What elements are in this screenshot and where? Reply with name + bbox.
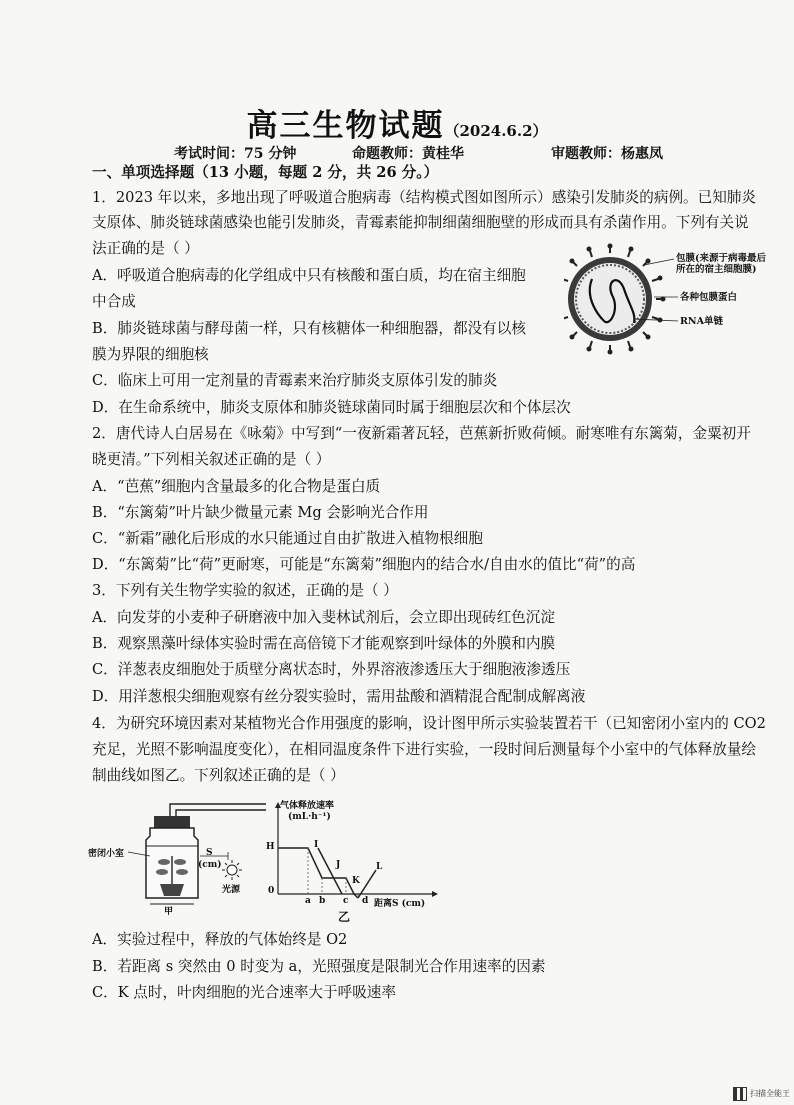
gas-release-graph xyxy=(262,798,442,928)
exam-time: 考试时间：75 分钟 xyxy=(174,146,297,162)
q2-option-a: A．“芭蕉”细胞内含量最多的化合物是蛋白质 xyxy=(92,478,381,495)
y-axis-label-line1: 气体释放速率 xyxy=(280,801,335,811)
q4-option-c: C．K 点时，叶肉细胞的光合速率大于呼吸速率 xyxy=(92,984,396,1001)
envelope-label-line2: 所在的宿主细胞膜) xyxy=(676,264,757,275)
light-source-label: 光源 xyxy=(222,885,241,895)
q1-stem-line3: 法正确的是（ ） xyxy=(92,240,199,257)
y-axis-label-line2: (mL·h⁻¹) xyxy=(288,812,331,822)
scanner-watermark xyxy=(733,1087,790,1101)
origin-label: 0 xyxy=(268,886,275,896)
q2-stem-line1: 2．唐代诗人白居易在《咏菊》中写到“一夜新霜著瓦轻，芭蕉新折败荷倾。耐寒唯有东篱菊，金粟初开 xyxy=(92,425,751,442)
page-title xyxy=(0,100,794,145)
tick-b: b xyxy=(319,896,326,906)
title-text: 高三生物试题 xyxy=(246,108,445,144)
q3-option-d: D．用洋葱根尖细胞观察有丝分裂实验时，需用盐酸和酒精混合配制成解离液 xyxy=(92,688,586,705)
envelope-label-line1: 包膜(来源于病毒最后 xyxy=(676,253,766,264)
q4-stem-line3: 制曲线如图乙。下列叙述正确的是（ ） xyxy=(92,767,345,784)
h-label: H xyxy=(266,842,275,852)
exam-date: （2024.6.2） xyxy=(444,122,548,140)
distance-s-label: S xyxy=(206,848,213,858)
experiment-apparatus-figure xyxy=(88,800,270,928)
rna-label: RNA单链 xyxy=(680,316,723,327)
qr-code-icon xyxy=(733,1087,747,1101)
tick-a: a xyxy=(305,896,311,906)
q3-stem: 3．下列有关生物学实验的叙述，正确的是（ ） xyxy=(92,582,398,599)
q1-option-c: C．临床上可用一定剂量的青霉素来治疗肺炎支原体引发的肺炎 xyxy=(92,372,498,389)
q2-option-d: D．“东篱菊”比“荷”更耐寒，可能是“东篱菊”细胞内的结合水/自由水的值比“荷”的高 xyxy=(92,556,636,573)
distance-unit-label: (cm) xyxy=(198,860,222,870)
q1-stem-line1: 1．2023 年以来，多地出现了呼吸道合胞病毒（结构模式图如图所示）感染引发肺炎的病例。已知肺炎 xyxy=(92,189,757,206)
q3-option-b: B．观察黑藻叶绿体实验时需在高倍镜下才能观察到叶绿体的外膜和内膜 xyxy=(92,635,556,652)
q1-option-b-line1: B．肺炎链球菌与酵母菌一样，只有核糖体一种细胞器，都没有以核 xyxy=(92,320,526,337)
q1-option-a-line1: A．呼吸道合胞病毒的化学组成中只有核酸和蛋白质，均在宿主细胞 xyxy=(92,267,526,284)
point-i-label: I xyxy=(314,840,319,850)
chamber-label: 密闭小室 xyxy=(88,849,125,859)
q1-option-b-line2: 膜为界限的细胞核 xyxy=(92,346,209,363)
q1-option-d: D．在生命系统中，肺炎支原体和肺炎链球菌同时属于细胞层次和个体层次 xyxy=(92,399,571,416)
q4-option-a: A．实验过程中，释放的气体始终是 O2 xyxy=(92,931,348,948)
point-j-label: J xyxy=(336,860,341,870)
apparatus-diagram xyxy=(98,800,270,928)
setter-teacher: 命题教师：黄桂华 xyxy=(352,146,464,162)
q1-stem-line2: 支原体、肺炎链球菌感染也能引发肺炎，青霉素能抑制细菌细胞壁的形成而具有杀菌作用。下列有关说 xyxy=(92,214,749,231)
tick-d: d xyxy=(362,896,369,906)
section-heading: 一、单项选择题（13 小题，每题 2 分，共 26 分。） xyxy=(92,164,439,181)
q3-option-c: C．洋葱表皮细胞处于质壁分离状态时，外界溶液渗透压大于细胞液渗透压 xyxy=(92,661,571,678)
q2-option-b: B．“东篱菊”叶片缺少微量元素 Mg 会影响光合作用 xyxy=(92,504,429,521)
q4-stem-line2: 充足，光照不影响温度变化），在相同温度条件下进行实验，一段时间后测量每个小室中的气体释放量绘 xyxy=(92,741,757,758)
q4-option-b: B．若距离 s 突然由 0 时变为 a，光照强度是限制光合作用速率的因素 xyxy=(92,958,546,975)
q4-stem-line1: 4．为研究环境因素对某植物光合作用强度的影响，设计图甲所示实验装置若干（已知密闭小室内的 CO2 xyxy=(92,715,766,732)
virus-structure-figure xyxy=(564,243,770,355)
q2-stem-line2: 晓更清。”下列相关叙述正确的是（ ） xyxy=(92,451,331,468)
q1-option-a-line2: 中合成 xyxy=(92,293,136,310)
figure-a-caption: 甲 xyxy=(164,907,174,917)
x-axis-label: 距离S (cm) xyxy=(374,899,426,909)
reviewer-teacher: 审题教师：杨惠凤 xyxy=(551,146,663,162)
protein-label: 各种包膜蛋白 xyxy=(680,292,738,303)
figure-b-caption: 乙 xyxy=(338,910,351,924)
q2-option-c: C．“新霜”融化后形成的水只能通过自由扩散进入植物根细胞 xyxy=(92,530,483,547)
tick-c: c xyxy=(343,896,349,906)
point-k-label: K xyxy=(352,876,360,886)
point-l-label: L xyxy=(376,862,383,872)
watermark-text: 扫描全能王 xyxy=(750,1089,790,1098)
q3-option-a: A．向发芽的小麦种子研磨液中加入斐林试剂后，会立即出现砖红色沉淀 xyxy=(92,609,555,626)
